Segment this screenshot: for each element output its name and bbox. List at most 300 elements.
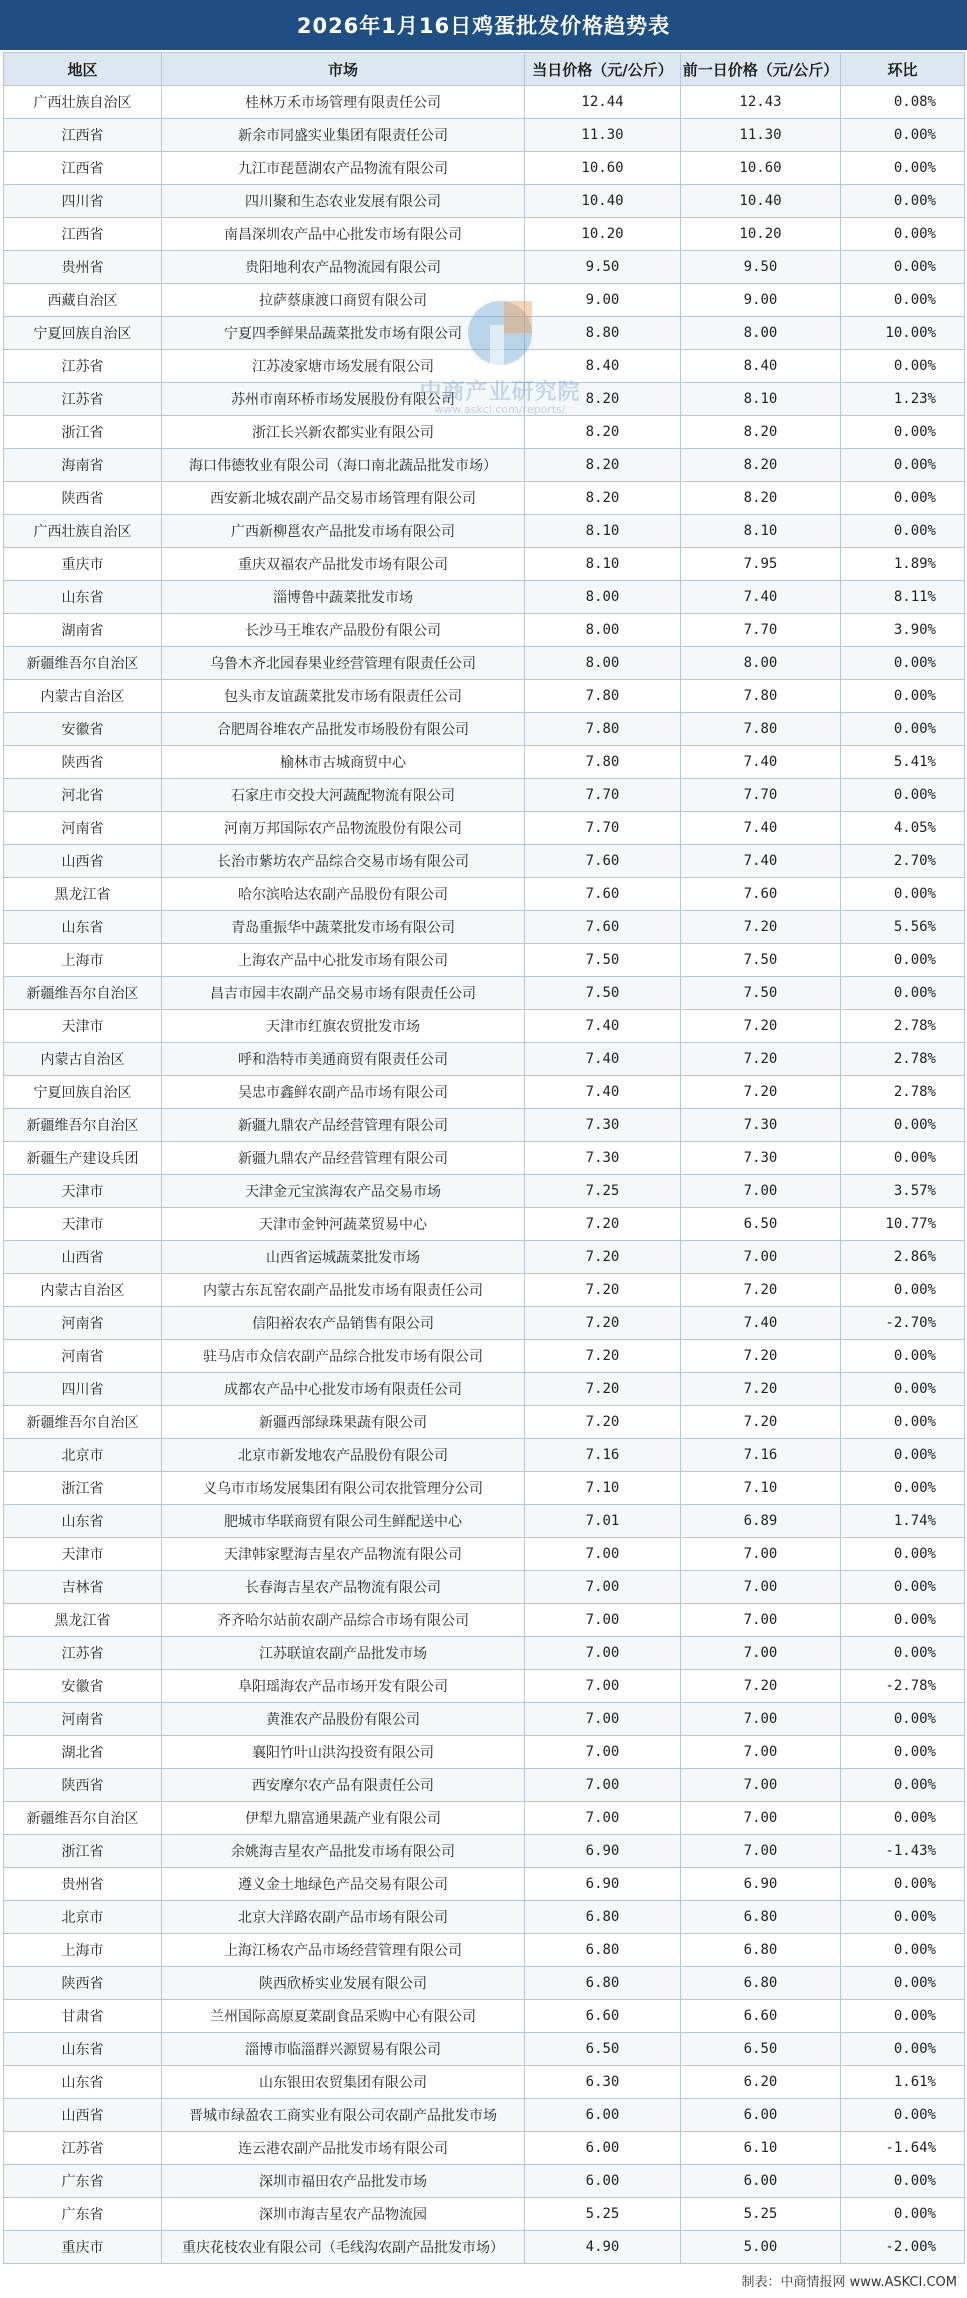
table-row: [4, 1175, 965, 1208]
cell-region: 安徽省: [4, 713, 162, 746]
table-row: [4, 1571, 965, 1604]
cell-today-price: 10.40: [525, 185, 681, 218]
cell-region: 山东省: [4, 2033, 162, 2066]
table-row: [4, 1274, 965, 1307]
cell-change: 1.89%: [841, 548, 965, 581]
cell-market: 义乌市市场发展集团有限公司农批管理分公司: [162, 1472, 525, 1505]
cell-today-price: 7.00: [525, 1604, 681, 1637]
cell-market: 吴忠市鑫鲜农副产品市场有限公司: [162, 1076, 525, 1109]
cell-region: 甘肃省: [4, 2000, 162, 2033]
cell-prev-price: 10.60: [681, 152, 841, 185]
cell-today-price: 8.20: [525, 416, 681, 449]
cell-change: 0.00%: [841, 1142, 965, 1175]
cell-prev-price: 9.00: [681, 284, 841, 317]
cell-today-price: 9.50: [525, 251, 681, 284]
cell-prev-price: 7.40: [681, 581, 841, 614]
table-row: [4, 218, 965, 251]
cell-change: 1.74%: [841, 1505, 965, 1538]
cell-region: 天津市: [4, 1010, 162, 1043]
cell-prev-price: 5.00: [681, 2231, 841, 2264]
cell-market: 天津金元宝滨海农产品交易市场: [162, 1175, 525, 1208]
table-row: [4, 1901, 965, 1934]
cell-today-price: 8.20: [525, 383, 681, 416]
cell-region: 河南省: [4, 1703, 162, 1736]
table-row: [4, 1538, 965, 1571]
cell-change: 5.41%: [841, 746, 965, 779]
table-row: [4, 515, 965, 548]
cell-change: 0.00%: [841, 1967, 965, 2000]
cell-change: 0.00%: [841, 1736, 965, 1769]
cell-today-price: 7.60: [525, 911, 681, 944]
cell-region: 北京市: [4, 1901, 162, 1934]
cell-change: 0.00%: [841, 2033, 965, 2066]
cell-prev-price: 6.10: [681, 2132, 841, 2165]
cell-market: 襄阳竹叶山洪沟投资有限公司: [162, 1736, 525, 1769]
cell-today-price: 6.00: [525, 2165, 681, 2198]
table-row: [4, 1934, 965, 1967]
table-title: 2026年1月16日鸡蛋批发价格趋势表: [0, 0, 967, 50]
table-row: [4, 1637, 965, 1670]
cell-prev-price: 7.50: [681, 977, 841, 1010]
table-row: [4, 548, 965, 581]
cell-region: 吉林省: [4, 1571, 162, 1604]
cell-prev-price: 7.20: [681, 1373, 841, 1406]
cell-today-price: 8.10: [525, 515, 681, 548]
cell-change: 0.00%: [841, 713, 965, 746]
cell-region: 河南省: [4, 1340, 162, 1373]
table-row: [4, 2099, 965, 2132]
cell-today-price: 7.80: [525, 746, 681, 779]
cell-market: 包头市友谊蔬菜批发市场有限责任公司: [162, 680, 525, 713]
cell-region: 浙江省: [4, 416, 162, 449]
table-row: [4, 1703, 965, 1736]
cell-market: 广西新柳邕农产品批发市场有限公司: [162, 515, 525, 548]
cell-change: 1.61%: [841, 2066, 965, 2099]
table-row: [4, 416, 965, 449]
cell-market: 新疆西部绿珠果蔬有限公司: [162, 1406, 525, 1439]
table-row: [4, 2066, 965, 2099]
table-row: [4, 482, 965, 515]
cell-market: 伊犁九鼎富通果蔬产业有限公司: [162, 1802, 525, 1835]
cell-change: 0.00%: [841, 416, 965, 449]
cell-market: 长治市紫坊农产品综合交易市场有限公司: [162, 845, 525, 878]
table-row: [4, 1736, 965, 1769]
cell-region: 江苏省: [4, 383, 162, 416]
cell-region: 江西省: [4, 218, 162, 251]
cell-change: 0.00%: [841, 482, 965, 515]
table-row: [4, 2000, 965, 2033]
cell-region: 上海市: [4, 944, 162, 977]
cell-change: 0.00%: [841, 1373, 965, 1406]
column-header-market: 市场: [162, 53, 525, 86]
cell-change: 0.00%: [841, 1472, 965, 1505]
table-row: [4, 812, 965, 845]
cell-prev-price: 8.00: [681, 647, 841, 680]
cell-today-price: 7.00: [525, 1670, 681, 1703]
table-row: [4, 911, 965, 944]
cell-region: 西藏自治区: [4, 284, 162, 317]
cell-today-price: 7.60: [525, 878, 681, 911]
cell-today-price: 7.00: [525, 1769, 681, 1802]
cell-region: 陕西省: [4, 1769, 162, 1802]
cell-market: 连云港农副产品批发市场有限公司: [162, 2132, 525, 2165]
cell-region: 江西省: [4, 119, 162, 152]
cell-today-price: 8.10: [525, 548, 681, 581]
cell-change: 3.57%: [841, 1175, 965, 1208]
cell-region: 新疆维吾尔自治区: [4, 1109, 162, 1142]
cell-change: 2.78%: [841, 1076, 965, 1109]
cell-change: 0.00%: [841, 1439, 965, 1472]
cell-today-price: 7.50: [525, 944, 681, 977]
cell-prev-price: 7.50: [681, 944, 841, 977]
table-row: [4, 284, 965, 317]
cell-prev-price: 7.20: [681, 1670, 841, 1703]
cell-market: 上海农产品中心批发市场有限公司: [162, 944, 525, 977]
cell-today-price: 7.40: [525, 1010, 681, 1043]
source-note: 制表：中商情报网 www.ASKCI.COM: [741, 2275, 957, 2290]
cell-region: 浙江省: [4, 1835, 162, 1868]
table-row: [4, 1967, 965, 2000]
table-row: [4, 845, 965, 878]
cell-market: 淄博鲁中蔬菜批发市场: [162, 581, 525, 614]
cell-market: 重庆花枝农业有限公司（毛线沟农副产品批发市场）: [162, 2231, 525, 2264]
cell-market: 拉萨蔡康渡口商贸有限公司: [162, 284, 525, 317]
cell-change: -1.43%: [841, 1835, 965, 1868]
cell-change: 10.00%: [841, 317, 965, 350]
cell-today-price: 7.01: [525, 1505, 681, 1538]
table-row: [4, 878, 965, 911]
cell-today-price: 8.00: [525, 647, 681, 680]
table-row: [4, 1802, 965, 1835]
cell-prev-price: 7.20: [681, 1406, 841, 1439]
cell-change: 0.00%: [841, 1604, 965, 1637]
cell-prev-price: 7.30: [681, 1142, 841, 1175]
cell-region: 内蒙古自治区: [4, 680, 162, 713]
cell-region: 黑龙江省: [4, 1604, 162, 1637]
table-row: [4, 1670, 965, 1703]
cell-market: 新疆九鼎农产品经营管理有限公司: [162, 1142, 525, 1175]
cell-change: 0.00%: [841, 1538, 965, 1571]
cell-prev-price: 8.10: [681, 383, 841, 416]
cell-change: 0.00%: [841, 119, 965, 152]
cell-market: 四川聚和生态农业发展有限公司: [162, 185, 525, 218]
cell-prev-price: 7.00: [681, 1802, 841, 1835]
cell-change: 2.86%: [841, 1241, 965, 1274]
table-row: [4, 1109, 965, 1142]
table-row: [4, 152, 965, 185]
table-row: [4, 317, 965, 350]
cell-today-price: 5.25: [525, 2198, 681, 2231]
cell-today-price: 7.20: [525, 1340, 681, 1373]
cell-market: 信阳裕农农产品销售有限公司: [162, 1307, 525, 1340]
egg-price-table: [3, 52, 965, 2264]
cell-market: 河南万邦国际农产品物流股份有限公司: [162, 812, 525, 845]
cell-change: 2.78%: [841, 1010, 965, 1043]
cell-change: 0.00%: [841, 218, 965, 251]
cell-prev-price: 6.89: [681, 1505, 841, 1538]
cell-prev-price: 7.70: [681, 614, 841, 647]
cell-today-price: 7.20: [525, 1274, 681, 1307]
cell-change: 0.00%: [841, 1571, 965, 1604]
cell-region: 河北省: [4, 779, 162, 812]
cell-market: 青岛重振华中蔬菜批发市场有限公司: [162, 911, 525, 944]
table-row: [4, 1439, 965, 1472]
cell-today-price: 8.00: [525, 581, 681, 614]
cell-change: 8.11%: [841, 581, 965, 614]
cell-change: 0.00%: [841, 647, 965, 680]
cell-prev-price: 7.20: [681, 1340, 841, 1373]
cell-prev-price: 8.00: [681, 317, 841, 350]
cell-market: 深圳市海吉星农产品物流园: [162, 2198, 525, 2231]
table-row: [4, 680, 965, 713]
cell-market: 兰州国际高原夏菜副食品采购中心有限公司: [162, 2000, 525, 2033]
table-row: [4, 1505, 965, 1538]
table-row: [4, 581, 965, 614]
cell-region: 河南省: [4, 812, 162, 845]
cell-change: 0.08%: [841, 86, 965, 119]
cell-today-price: 6.90: [525, 1835, 681, 1868]
cell-region: 湖南省: [4, 614, 162, 647]
table-row: [4, 1043, 965, 1076]
cell-market: 新余市同盛实业集团有限责任公司: [162, 119, 525, 152]
cell-prev-price: 9.50: [681, 251, 841, 284]
cell-prev-price: 7.40: [681, 845, 841, 878]
cell-market: 淄博市临淄群兴源贸易有限公司: [162, 2033, 525, 2066]
table-row: [4, 1208, 965, 1241]
cell-region: 广东省: [4, 2165, 162, 2198]
cell-region: 山西省: [4, 1241, 162, 1274]
cell-market: 天津市红旗农贸批发市场: [162, 1010, 525, 1043]
cell-change: 0.00%: [841, 680, 965, 713]
cell-prev-price: 10.40: [681, 185, 841, 218]
cell-today-price: 7.00: [525, 1538, 681, 1571]
cell-market: 阜阳瑶海农产品市场开发有限公司: [162, 1670, 525, 1703]
cell-prev-price: 7.80: [681, 713, 841, 746]
table-row: [4, 944, 965, 977]
cell-change: 0.00%: [841, 185, 965, 218]
cell-today-price: 7.30: [525, 1142, 681, 1175]
cell-today-price: 8.80: [525, 317, 681, 350]
cell-region: 山东省: [4, 911, 162, 944]
cell-market: 浙江长兴新农都实业有限公司: [162, 416, 525, 449]
cell-prev-price: 7.00: [681, 1736, 841, 1769]
table-row: [4, 1604, 965, 1637]
cell-change: 1.23%: [841, 383, 965, 416]
table-row: [4, 2198, 965, 2231]
cell-market: 南昌深圳农产品中心批发市场有限公司: [162, 218, 525, 251]
cell-today-price: 7.40: [525, 1043, 681, 1076]
cell-market: 天津市金钟河蔬菜贸易中心: [162, 1208, 525, 1241]
table-header-row: [4, 53, 965, 86]
cell-today-price: 6.60: [525, 2000, 681, 2033]
cell-today-price: 8.20: [525, 482, 681, 515]
cell-prev-price: 7.00: [681, 1769, 841, 1802]
table-row: [4, 614, 965, 647]
cell-market: 成都农产品中心批发市场有限责任公司: [162, 1373, 525, 1406]
cell-prev-price: 6.50: [681, 2033, 841, 2066]
cell-today-price: 7.00: [525, 1703, 681, 1736]
cell-today-price: 6.00: [525, 2099, 681, 2132]
cell-prev-price: 6.20: [681, 2066, 841, 2099]
cell-market: 哈尔滨哈达农副产品股份有限公司: [162, 878, 525, 911]
cell-prev-price: 8.20: [681, 416, 841, 449]
cell-prev-price: 7.20: [681, 1274, 841, 1307]
cell-today-price: 8.20: [525, 449, 681, 482]
cell-prev-price: 8.20: [681, 482, 841, 515]
cell-market: 天津韩家墅海吉星农产品物流有限公司: [162, 1538, 525, 1571]
column-header-prev-price: 前一日价格（元/公斤）: [681, 53, 841, 86]
cell-market: 余姚海吉星农产品批发市场有限公司: [162, 1835, 525, 1868]
table-row: [4, 2132, 965, 2165]
cell-today-price: 6.50: [525, 2033, 681, 2066]
cell-change: 0.00%: [841, 350, 965, 383]
cell-prev-price: 7.00: [681, 1835, 841, 1868]
cell-region: 天津市: [4, 1208, 162, 1241]
cell-change: 0.00%: [841, 2198, 965, 2231]
cell-change: 0.00%: [841, 1274, 965, 1307]
cell-change: 10.77%: [841, 1208, 965, 1241]
table-row: [4, 2231, 965, 2264]
cell-prev-price: 5.25: [681, 2198, 841, 2231]
cell-today-price: 7.10: [525, 1472, 681, 1505]
cell-today-price: 10.60: [525, 152, 681, 185]
cell-market: 宁夏四季鲜果品蔬菜批发市场有限公司: [162, 317, 525, 350]
cell-change: 5.56%: [841, 911, 965, 944]
cell-change: 2.78%: [841, 1043, 965, 1076]
cell-prev-price: 7.30: [681, 1109, 841, 1142]
cell-prev-price: 7.00: [681, 1571, 841, 1604]
cell-today-price: 7.70: [525, 812, 681, 845]
cell-prev-price: 7.00: [681, 1241, 841, 1274]
table-row: [4, 383, 965, 416]
table-row: [4, 1340, 965, 1373]
cell-region: 四川省: [4, 185, 162, 218]
cell-prev-price: 10.20: [681, 218, 841, 251]
cell-today-price: 7.25: [525, 1175, 681, 1208]
cell-change: 0.00%: [841, 944, 965, 977]
table-row: [4, 1769, 965, 1802]
table-row: [4, 1142, 965, 1175]
cell-region: 宁夏回族自治区: [4, 317, 162, 350]
cell-change: 0.00%: [841, 1340, 965, 1373]
cell-market: 晋城市绿盈农工商实业有限公司农副产品批发市场: [162, 2099, 525, 2132]
cell-change: 0.00%: [841, 1406, 965, 1439]
table-row: [4, 449, 965, 482]
cell-today-price: 11.30: [525, 119, 681, 152]
cell-today-price: 4.90: [525, 2231, 681, 2264]
cell-prev-price: 6.80: [681, 1967, 841, 2000]
cell-market: 齐齐哈尔站前农副产品综合市场有限公司: [162, 1604, 525, 1637]
cell-market: 长春海吉星农产品物流有限公司: [162, 1571, 525, 1604]
cell-today-price: 7.16: [525, 1439, 681, 1472]
cell-market: 重庆双福农产品批发市场有限公司: [162, 548, 525, 581]
cell-change: 0.00%: [841, 284, 965, 317]
cell-market: 合肥周谷堆农产品批发市场股份有限公司: [162, 713, 525, 746]
cell-today-price: 7.20: [525, 1406, 681, 1439]
cell-market: 石家庄市交投大河蔬配物流有限公司: [162, 779, 525, 812]
cell-today-price: 7.50: [525, 977, 681, 1010]
cell-prev-price: 12.43: [681, 86, 841, 119]
cell-prev-price: 7.40: [681, 1307, 841, 1340]
cell-market: 乌鲁木齐北园春果业经营管理有限责任公司: [162, 647, 525, 680]
cell-prev-price: 7.00: [681, 1538, 841, 1571]
cell-region: 内蒙古自治区: [4, 1043, 162, 1076]
cell-region: 宁夏回族自治区: [4, 1076, 162, 1109]
cell-today-price: 6.80: [525, 1934, 681, 1967]
cell-change: 2.70%: [841, 845, 965, 878]
cell-region: 新疆维吾尔自治区: [4, 647, 162, 680]
cell-region: 山东省: [4, 1505, 162, 1538]
cell-change: 0.00%: [841, 515, 965, 548]
cell-region: 海南省: [4, 449, 162, 482]
cell-market: 西安摩尔农产品有限责任公司: [162, 1769, 525, 1802]
cell-change: 0.00%: [841, 1868, 965, 1901]
table-row: [4, 977, 965, 1010]
cell-region: 江苏省: [4, 350, 162, 383]
cell-today-price: 7.20: [525, 1307, 681, 1340]
cell-region: 重庆市: [4, 2231, 162, 2264]
cell-prev-price: 7.95: [681, 548, 841, 581]
table-row: [4, 1868, 965, 1901]
table-row: [4, 185, 965, 218]
cell-prev-price: 8.20: [681, 449, 841, 482]
cell-market: 呼和浩特市美通商贸有限责任公司: [162, 1043, 525, 1076]
cell-today-price: 7.00: [525, 1736, 681, 1769]
cell-prev-price: 7.00: [681, 1604, 841, 1637]
cell-change: -2.78%: [841, 1670, 965, 1703]
cell-region: 新疆维吾尔自治区: [4, 1802, 162, 1835]
cell-market: 驻马店市众信农副产品综合批发市场有限公司: [162, 1340, 525, 1373]
cell-change: -2.00%: [841, 2231, 965, 2264]
cell-market: 陕西欣桥实业发展有限公司: [162, 1967, 525, 2000]
cell-region: 广西壮族自治区: [4, 86, 162, 119]
cell-change: 0.00%: [841, 1934, 965, 1967]
cell-market: 九江市琵琶湖农产品物流有限公司: [162, 152, 525, 185]
cell-prev-price: 7.40: [681, 746, 841, 779]
cell-region: 山西省: [4, 2099, 162, 2132]
cell-change: 0.00%: [841, 977, 965, 1010]
cell-market: 黄淮农产品股份有限公司: [162, 1703, 525, 1736]
cell-change: 4.05%: [841, 812, 965, 845]
watermark-text: 中商产业研究院: [419, 380, 581, 405]
cell-change: 0.00%: [841, 1637, 965, 1670]
cell-prev-price: 7.60: [681, 878, 841, 911]
cell-prev-price: 7.20: [681, 1076, 841, 1109]
cell-today-price: 6.30: [525, 2066, 681, 2099]
cell-prev-price: 7.20: [681, 1043, 841, 1076]
cell-change: 0.00%: [841, 1769, 965, 1802]
cell-today-price: 7.40: [525, 1076, 681, 1109]
cell-market: 昌吉市园丰农副产品交易市场有限责任公司: [162, 977, 525, 1010]
cell-region: 江西省: [4, 152, 162, 185]
cell-region: 山西省: [4, 845, 162, 878]
cell-region: 广西壮族自治区: [4, 515, 162, 548]
table-row: [4, 86, 965, 119]
cell-change: 0.00%: [841, 1703, 965, 1736]
cell-today-price: 7.80: [525, 713, 681, 746]
cell-market: 贵阳地利农产品物流园有限公司: [162, 251, 525, 284]
cell-region: 天津市: [4, 1538, 162, 1571]
cell-region: 陕西省: [4, 1967, 162, 2000]
table-row: [4, 251, 965, 284]
cell-region: 江苏省: [4, 2132, 162, 2165]
watermark-url: www.askci.com/reports/: [434, 403, 566, 416]
cell-market: 苏州市南环桥市场发展股份有限公司: [162, 383, 525, 416]
cell-market: 山西省运城蔬菜批发市场: [162, 1241, 525, 1274]
cell-prev-price: 7.00: [681, 1703, 841, 1736]
cell-change: 0.00%: [841, 2000, 965, 2033]
cell-change: -2.70%: [841, 1307, 965, 1340]
